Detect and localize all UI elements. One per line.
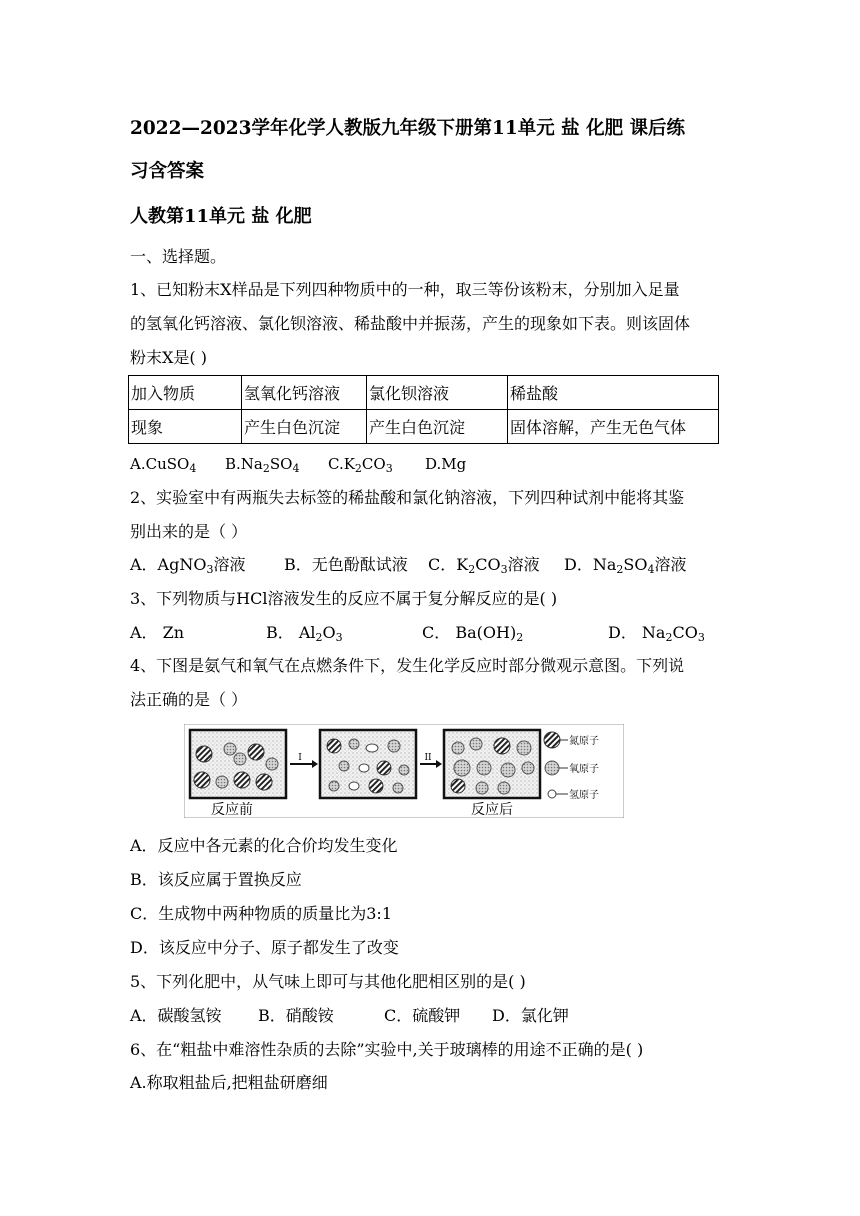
q1-option-c: $C.K_2CO_3$ <box>328 455 393 475</box>
q3-stem: 3、下列物质与HCl溶液发生的反应不属于复分解反应的是( ) <box>130 589 558 608</box>
table-cell: 产生白色沉淀 <box>242 410 367 444</box>
table-cell: 氢氧化钙溶液 <box>242 376 367 410</box>
step-2-label: II <box>424 753 432 763</box>
q4-stem-line-2: 法正确的是（ ） <box>130 690 248 709</box>
q2-option-a: A．AgNO$_3$溶液 <box>130 555 246 576</box>
after-label: 反应后 <box>471 802 513 818</box>
q1-option-b: $B.Na_2SO_4$ <box>225 455 300 475</box>
q3-option-a: A． Zn <box>130 623 185 642</box>
table-cell: 稀盐酸 <box>508 376 719 410</box>
title-line-1: 2022—2023学年化学人教版九年级下册第11单元 盐 化肥 课后练 <box>130 118 686 139</box>
q1-stem-line-3: 粉末X是( ) <box>130 348 207 367</box>
unit-subtitle: 人教第11单元 盐 化肥 <box>130 206 312 227</box>
q1-option-d: D.Mg <box>425 455 467 473</box>
q4-option-b: B．该反应属于置换反应 <box>130 870 302 889</box>
q2-option-b: B．无色酚酞试液 <box>284 555 408 574</box>
q2-stem-line-1: 2、实验室中有两瓶失去标签的稀盐酸和氯化钠溶液，下列四种试剂中能将其鉴 <box>130 488 685 507</box>
q5-option-a: A．碳酸氢铵 <box>130 1006 222 1025</box>
q3-option-d: D． $Na_2CO_3$ <box>608 623 705 644</box>
q3-option-b: B． $Al_2O_3$ <box>266 623 343 644</box>
q1-table <box>128 375 719 444</box>
q6-stem: 6、在“粗盐中难溶性杂质的去除”实验中,关于玻璃棒的用途不正确的是( ) <box>130 1040 644 1059</box>
table-cell: 固体溶解，产生无色气体 <box>508 410 719 444</box>
intermediate-panel <box>320 730 416 798</box>
q6-option-a: A.称取粗盐后,把粗盐研磨细 <box>130 1073 328 1092</box>
q5-option-c: C．硫酸钾 <box>384 1006 461 1025</box>
before-panel <box>190 730 286 798</box>
q5-option-b: B．硝酸铵 <box>258 1006 334 1025</box>
q1-stem-line-1: 1、已知粉末X样品是下列四种物质中的一种，取三等份该粉末，分别加入足量 <box>130 280 680 299</box>
after-panel <box>444 730 540 798</box>
q5-stem: 5、下列化肥中，从气味上即可与其他化肥相区别的是( ) <box>130 972 526 991</box>
legend-hydrogen: 氢原子 <box>569 790 599 801</box>
q2-option-d: D．$Na_2SO_4$溶液 <box>564 555 687 576</box>
table-cell: 加入物质 <box>129 376 242 410</box>
q1-option-a: A.CuSO$_4$ <box>130 455 197 475</box>
legend <box>544 732 599 801</box>
q3-option-c: C． $Ba(OH)_2$ <box>422 623 524 644</box>
table-cell: 现象 <box>129 410 242 444</box>
reaction-microscopic-diagram <box>184 724 624 818</box>
legend-oxygen: 氧原子 <box>569 764 599 775</box>
title-line-2: 习含答案 <box>130 161 205 182</box>
q4-stem-line-1: 4、下图是氨气和氧气在点燃条件下，发生化学反应时部分微观示意图。下列说 <box>130 656 685 675</box>
q4-option-a: A．反应中各元素的化合价均发生变化 <box>130 836 398 855</box>
table-cell: 产生白色沉淀 <box>367 410 508 444</box>
step-1-label: I <box>298 753 302 763</box>
q1-stem-line-2: 的氢氧化钙溶液、氯化钡溶液、稀盐酸中并振荡，产生的现象如下表。则该固体 <box>130 314 691 333</box>
legend-nitrogen: 氮原子 <box>569 736 599 747</box>
q2-stem-line-2: 别出来的是（ ） <box>130 522 248 541</box>
table-cell: 氯化钡溶液 <box>367 376 508 410</box>
table-row <box>129 376 719 410</box>
before-label: 反应前 <box>211 802 253 818</box>
q4-option-d: D．该反应中分子、原子都发生了改变 <box>130 938 399 957</box>
q5-option-d: D．氯化钾 <box>492 1006 569 1025</box>
q4-option-c: C．生成物中两种物质的质量比为3:1 <box>130 904 392 923</box>
section-heading: 一、选择题。 <box>130 247 227 266</box>
q2-option-c: C．$K_2CO_3$溶液 <box>428 555 540 576</box>
table-row <box>129 410 719 444</box>
